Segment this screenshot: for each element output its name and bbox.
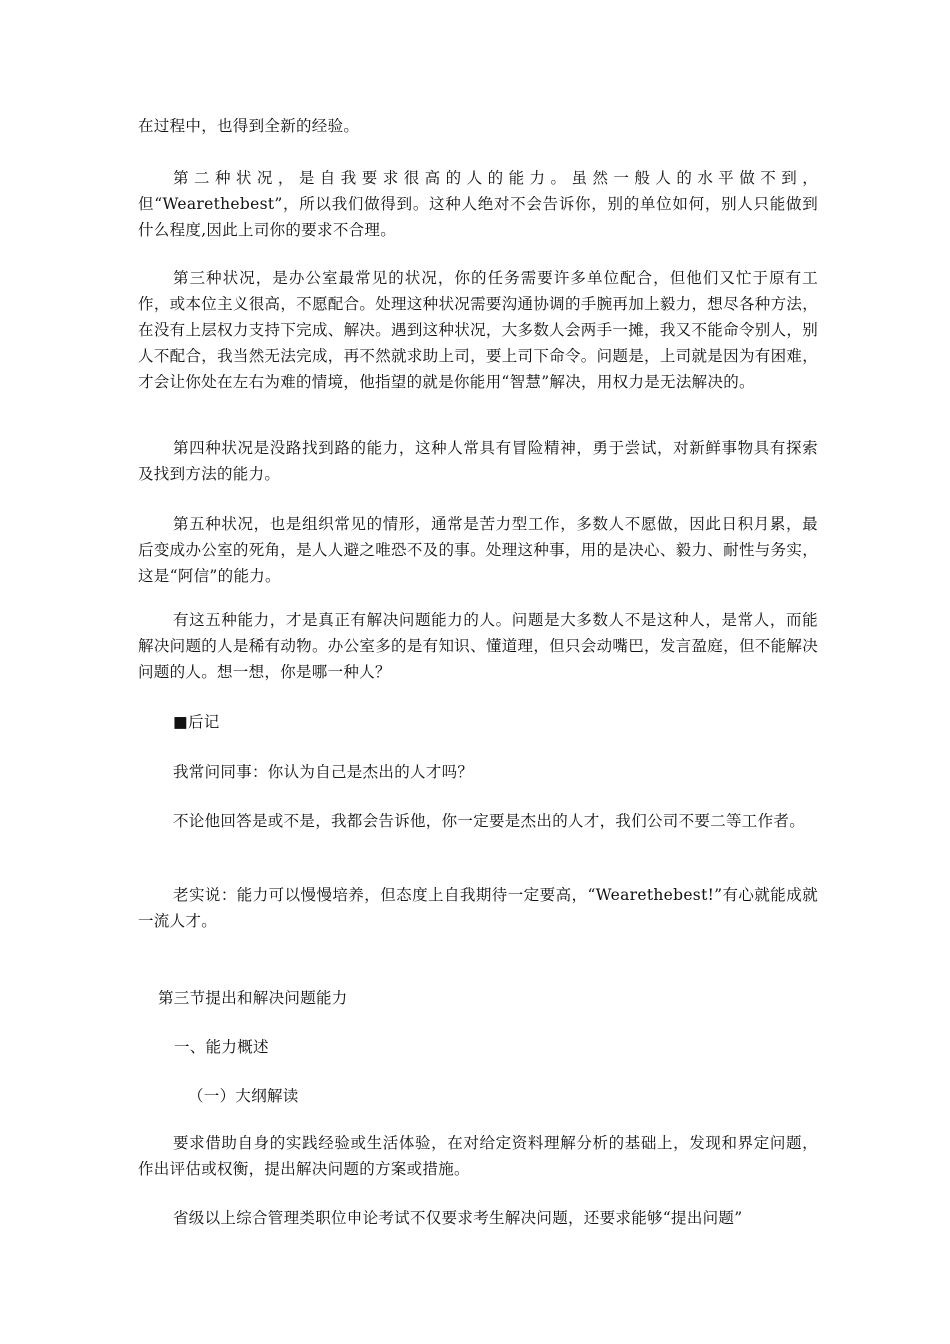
afterword-heading: ■后记 bbox=[173, 713, 220, 731]
paragraph-exam: 省级以上综合管理类职位申论考试不仅要求考生解决问题，还要求能够“提出问题” bbox=[173, 1209, 743, 1227]
paragraph-honest: 老实说：能力可以慢慢培养，但态度上自我期待一定要高，“Wearethebest!”有心就能成就一流人才。 bbox=[138, 886, 818, 930]
paragraph-second-case: 第二种状况，是自我要求很高的人的能力。虽然一般人的水平做不到，但“Wearethebest”，所以我们做得到。这种人绝对不会告诉你，别的单位如何，别人只能做到什么程度,因此上司你的要求不合理。 bbox=[138, 169, 818, 239]
paragraph-third-case: 第三种状况，是办公室最常见的状况，你的任务需要许多单位配合，但他们又忙于原有工作，或本位主义很高，不愿配合。处理这种状况需要沟通协调的手腕再加上毅力，想尽各种方法，在没有上层权力支持下完成、解决。遇到这种状况，大多数人会两手一摊，我又不能命令别人，别人不配合，我当然无法完成，再不然就求助上司，要上司下命令。问题是，上司就是因为有困难，才会让你处在左右为难的情境，他指望的就是你能用“智慧”解决，用权力是无法解决的。 bbox=[138, 269, 818, 391]
paragraph-requirement: 要求借助自身的实践经验或生活体验，在对给定资料理解分析的基础上，发现和界定问题，作出评估或权衡，提出解决问题的方案或措施。 bbox=[138, 1134, 818, 1178]
subsection-heading: 一、能力概述 bbox=[174, 1038, 269, 1056]
paragraph-summary: 有这五种能力，才是真正有解决问题能力的人。问题是大多数人不是这种人，是常人，而能解决问题的人是稀有动物。办公室多的是有知识、懂道理，但只会动嘴巴，发言盈庭，但不能解决问题的人。想一想，你是哪一种人？ bbox=[138, 611, 818, 681]
paragraph-fourth-case: 第四种状况是没路找到路的能力，这种人常具有冒险精神，勇于尝试，对新鲜事物具有探索及找到方法的能力。 bbox=[138, 439, 818, 483]
section-heading: 第三节提出和解决问题能力 bbox=[158, 989, 348, 1007]
paragraph-fifth-case: 第五种状况，也是组织常见的情形，通常是苦力型工作，多数人不愿做，因此日积月累，最后变成办公室的死角，是人人避之唯恐不及的事。处理这种事，用的是决心、毅力、耐性与务实，这是“阿信”的能力。 bbox=[138, 515, 818, 585]
paragraph-question: 我常问同事：你认为自己是杰出的人才吗？ bbox=[173, 763, 474, 781]
paragraph-continuation: 在过程中，也得到全新的经验。 bbox=[138, 117, 360, 135]
paragraph-answer: 不论他回答是或不是，我都会告诉他，你一定要是杰出的人才，我们公司不要二等工作者。 bbox=[173, 812, 806, 830]
outline-heading: （一）大纲解读 bbox=[188, 1087, 299, 1105]
